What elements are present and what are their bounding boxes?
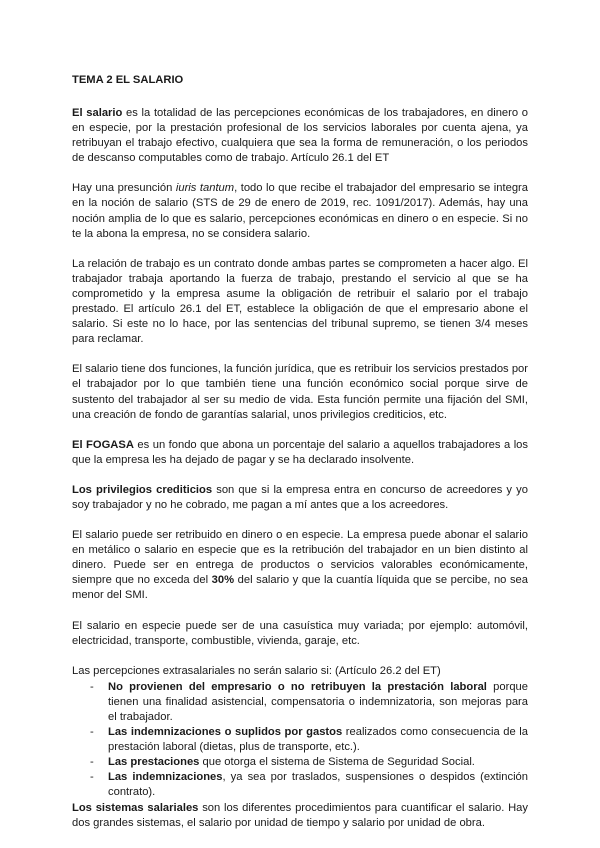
list-item-text: , ya sea por traslados, suspensiones o despidos (extinción contrato). [108, 771, 528, 799]
term-privilegios-crediticios: Los privilegios crediticios [72, 483, 213, 496]
paragraph-presuncion [72, 181, 528, 241]
list-item [90, 755, 528, 770]
paragraph-text: son los diferentes procedimientos para cuantificar el salario. Hay dos grandes sistemas, el salario por unidad de tiempo y salario por unidad de obra. [72, 801, 529, 829]
term-sistemas-salariales: Los sistemas salariales [72, 801, 199, 814]
paragraph-relacion-trabajo: La relación de trabajo es un contrato donde ambas partes se comprometen a hacer algo. El trabajador trabaja aportando la fuerza de trabajo, prestando el servicio al que se ha comprometido y la empresa asume la obligación de retribuir el salario por el trabajo prestado. El artículo 26.1 del ET, establece la obligación de que el empresario abone el salario. Si este no lo hace, por las sentencias del tribunal supremo, se tienen 3/4 meses para reclamar. [72, 257, 528, 346]
paragraph-text: es un fondo que abona un porcentaje del salario a aquellos trabajadores a los que la empresa les ha dejado de pagar y se ha declarado insolvente. [72, 438, 528, 466]
paragraph-text: del salario y que la cuantía líquida que se percibe, no sea menor del SMI. [72, 574, 528, 602]
bullet-dash: - [90, 680, 94, 693]
paragraph-funciones: El salario tiene dos funciones, la función jurídica, que es retribuir los servicios prestados por el trabajador por lo que también tiene una función económico social porque sirve de sustento del trabajador al ser su medio de vida. Esta función permite una fijación del SMI, una creación de fondo de garantías salarial, unos privilegios crediticios, etc. [72, 363, 528, 421]
list-item [90, 725, 528, 755]
list-item-term: No provienen del empresario o no retribuyen la prestación laboral [108, 680, 487, 693]
paragraph-text: es la totalidad de las percepciones económicas de los trabajadores, en dinero o en especie, por la prestación profesional de los servicios laborales por cuenta ajena, ya retribuyan el trabajo efectivo, cualquiera que sea la forma de remuneración, o los periodos de descanso computables como de trabajo. Artículo 26.1 del ET [72, 107, 529, 165]
paragraph-casuistica: El salario en especie puede ser de una casuística muy variada; por ejemplo: automóvil, electricidad, transporte, combustible, vivienda, garaje, etc. [72, 619, 528, 647]
paragraph-sistemas-salariales [72, 801, 528, 831]
list-item-text: realizados como consecuencia de la prestación laboral (dietas, plus de transporte, etc.). [108, 726, 528, 754]
bullet-dash: - [90, 771, 94, 784]
paragraph-salario-definition [72, 106, 528, 166]
term-fogasa: El FOGASA [72, 438, 134, 451]
list-item-text: que otorga el sistema de Sistema de Seguridad Social. [199, 756, 475, 769]
list-item-text: porque tienen una finalidad asistencial, compensatoria o indemnizatoria, son mejoras para el trabajador. [108, 680, 528, 723]
paragraph-fogasa [72, 438, 528, 468]
term-el-salario: El salario [72, 107, 123, 119]
list-item-term: Las indemnizaciones o suplidos por gastos [108, 726, 343, 739]
list-item [90, 680, 528, 725]
paragraph-text: , todo lo que recibe el trabajador del empresario se integra en la noción de salario (STS de 29 de enero de 2019, rec. 1091/2017). Además, hay una noción amplia de lo que es salario, percepciones económicas en dinero o en especie. Si no te la abona la empresa, no se considera salario. [72, 182, 528, 240]
bullet-dash: - [90, 726, 94, 739]
paragraph-extras-intro: Las percepciones extrasalariales no serán salario si: (Artículo 26.2 del ET) [72, 664, 441, 677]
paragraph-dinero-especie [72, 528, 528, 603]
paragraph-text: Hay una presunción [72, 182, 176, 195]
paragraph-text: son que si la empresa entra en concurso de acreedores y yo soy trabajador y no he cobrado, me pagan a mí antes que a los acreedores. [72, 483, 528, 511]
term-iuris-tantum: iuris tantum [175, 182, 235, 195]
paragraph-privilegios [72, 483, 528, 513]
document-title: TEMA 2 EL SALARIO [72, 74, 184, 86]
list-item-term: Las prestaciones [108, 756, 200, 769]
bullet-dash: - [90, 756, 94, 769]
list-item-term: Las indemnizaciones [108, 771, 223, 784]
list-item [90, 770, 528, 800]
term-30-percent: 30% [211, 574, 235, 587]
extras-list [72, 680, 528, 801]
paragraph-text: El salario puede ser retribuido en dinero o en especie. La empresa puede abonar el salario en metálico o salario en especie que es la retribución del trabajador en un bien distinto al dinero. Puede ser en entrega de productos o servicios valorables económicamente, siempre que no exceda del [72, 529, 528, 587]
